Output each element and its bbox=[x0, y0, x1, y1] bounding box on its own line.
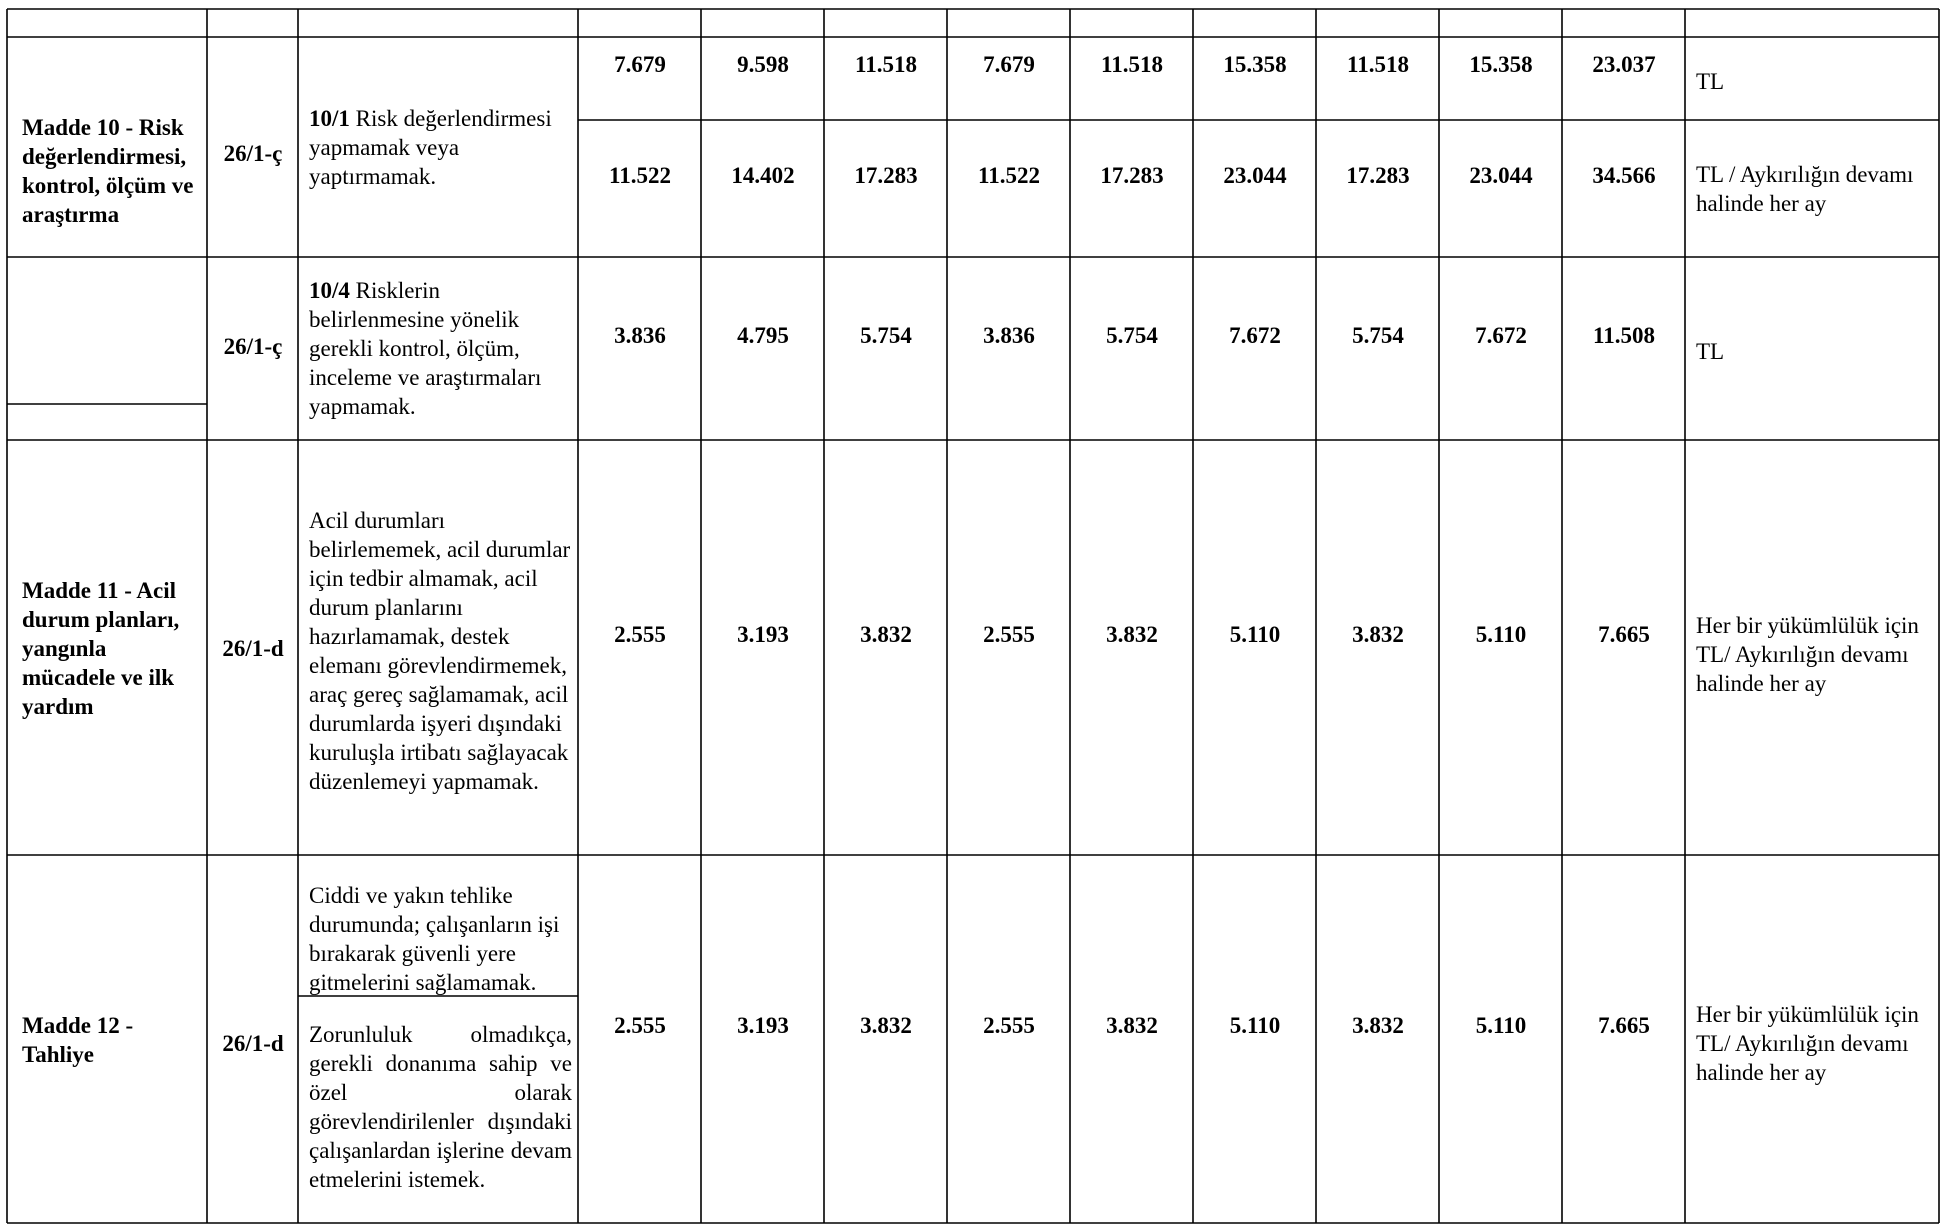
value: 15.358 bbox=[1223, 52, 1287, 77]
value-cell bbox=[579, 50, 701, 79]
madde-cell bbox=[8, 258, 207, 404]
value-cell bbox=[1317, 161, 1439, 190]
value-cell bbox=[825, 50, 947, 79]
value: 5.110 bbox=[1475, 1013, 1527, 1038]
value: 15.358 bbox=[1469, 52, 1533, 77]
value: 3.836 bbox=[614, 323, 666, 348]
value-cell bbox=[702, 321, 824, 350]
value-cell bbox=[1071, 620, 1193, 649]
unit-text: Her bir yükümlülük için TL/ Aykırılığın devamı halinde her ay bbox=[1696, 1002, 1919, 1085]
unit-text: Her bir yükümlülük için TL/ Aykırılığın devamı halinde her ay bbox=[1696, 612, 1919, 696]
value-cell bbox=[948, 321, 1070, 350]
value-cell bbox=[1194, 620, 1316, 649]
value-cell bbox=[825, 161, 947, 190]
value-cell bbox=[948, 50, 1070, 79]
value: 11.522 bbox=[978, 163, 1040, 188]
value-cell bbox=[1071, 1011, 1193, 1040]
value: 3.832 bbox=[1106, 1013, 1158, 1038]
value-cell bbox=[825, 321, 947, 350]
value-cell bbox=[702, 50, 824, 79]
value: 2.555 bbox=[614, 622, 666, 647]
value-cell bbox=[1440, 161, 1562, 190]
value: 7.665 bbox=[1598, 1013, 1650, 1038]
kod-cell bbox=[208, 258, 298, 440]
value-cell bbox=[1317, 1011, 1439, 1040]
value: 17.283 bbox=[1346, 163, 1410, 188]
value: 3.832 bbox=[860, 1013, 912, 1038]
value: 7.679 bbox=[614, 52, 666, 77]
value-cell bbox=[1317, 620, 1439, 649]
value-cell bbox=[702, 1011, 824, 1040]
value: 3.832 bbox=[860, 622, 912, 647]
kod-label: 26/1-d bbox=[222, 635, 284, 661]
value-cell bbox=[1194, 161, 1316, 190]
value-cell bbox=[1071, 321, 1193, 350]
description-text bbox=[309, 104, 572, 191]
unit-cell bbox=[1686, 337, 1939, 366]
value-cell bbox=[825, 620, 947, 649]
kod-label: 26/1-ç bbox=[223, 333, 283, 359]
value-cell bbox=[1563, 321, 1685, 350]
value-cell bbox=[1194, 1011, 1316, 1040]
value-cell bbox=[825, 1011, 947, 1040]
value: 5.754 bbox=[1352, 323, 1404, 348]
kod-cell bbox=[208, 441, 298, 855]
value-cell bbox=[1194, 321, 1316, 350]
madde-cell bbox=[8, 38, 207, 257]
value: 3.193 bbox=[737, 1013, 789, 1038]
value-cell bbox=[948, 161, 1070, 190]
value-cell bbox=[1440, 50, 1562, 79]
value: 23.037 bbox=[1592, 52, 1656, 77]
value-cell bbox=[1317, 321, 1439, 350]
description-text bbox=[309, 278, 541, 419]
value: 5.754 bbox=[860, 323, 912, 348]
value-cell bbox=[579, 1011, 701, 1040]
value-cell bbox=[579, 620, 701, 649]
value-cell bbox=[702, 620, 824, 649]
description-cell bbox=[299, 881, 578, 997]
value: 7.679 bbox=[983, 52, 1035, 77]
kod-cell bbox=[208, 38, 298, 257]
value-cell bbox=[1317, 50, 1439, 79]
value: 17.283 bbox=[854, 163, 918, 188]
value: 34.566 bbox=[1592, 163, 1656, 188]
value: 5.110 bbox=[1229, 622, 1281, 647]
value: 11.508 bbox=[1593, 323, 1655, 348]
description-text: Zorunluluk olmadıkça, gerekli donanıma sahip ve özel olarak görevlendirilenler dışındaki çalışanlardan işlerine devam etmelerini istemek. bbox=[309, 1022, 572, 1192]
value: 14.402 bbox=[731, 163, 795, 188]
description-text: Ciddi ve yakın tehlike durumunda; çalışanların işi bırakarak güvenli yere gitmelerini sağlamamak. bbox=[309, 883, 560, 995]
madde-label: Madde 12 - Tahliye bbox=[22, 1012, 134, 1067]
kod-cell bbox=[208, 856, 298, 1223]
value-cell bbox=[1194, 50, 1316, 79]
madde-cell bbox=[8, 856, 207, 1223]
value: 23.044 bbox=[1469, 163, 1533, 188]
unit-cell bbox=[1686, 856, 1939, 1223]
value: 5.754 bbox=[1106, 323, 1158, 348]
value-cell bbox=[1563, 620, 1685, 649]
madde-label: Madde 10 - Risk değerlendirmesi, kontrol, ölçüm ve araştırma bbox=[22, 114, 194, 227]
value: 2.555 bbox=[983, 1013, 1035, 1038]
value-cell bbox=[579, 161, 701, 190]
value: 9.598 bbox=[737, 52, 789, 77]
value: 2.555 bbox=[983, 622, 1035, 647]
description-body: Risk değerlendirmesi yapmamak veya yaptırmamak. bbox=[309, 106, 552, 189]
value: 7.672 bbox=[1229, 323, 1281, 348]
value: 5.110 bbox=[1475, 622, 1527, 647]
value-cell bbox=[1440, 620, 1562, 649]
value-cell bbox=[1071, 161, 1193, 190]
unit-text: TL bbox=[1696, 339, 1725, 364]
value-cell bbox=[1071, 50, 1193, 79]
description-ref: 10/4 bbox=[309, 278, 350, 303]
madde-label: Madde 11 - Acil durum planları, yangınla mücadele ve ilk yardım bbox=[22, 577, 180, 719]
unit-text: TL / Aykırılığın devamı halinde her ay bbox=[1696, 162, 1914, 216]
unit-text: TL bbox=[1696, 68, 1725, 94]
description-body: Risklerin belirlenmesine yönelik gerekli kontrol, ölçüm, inceleme ve araştırmaları yapmamak. bbox=[309, 278, 542, 419]
value: 11.518 bbox=[1347, 52, 1409, 77]
value: 5.110 bbox=[1229, 1013, 1281, 1038]
value: 23.044 bbox=[1223, 163, 1287, 188]
value-cell bbox=[1440, 1011, 1562, 1040]
value: 3.832 bbox=[1106, 622, 1158, 647]
description-cell bbox=[299, 441, 578, 855]
kod-label: 26/1-ç bbox=[223, 141, 283, 166]
value-cell bbox=[1440, 321, 1562, 350]
unit-cell bbox=[1686, 121, 1939, 257]
value-cell bbox=[1563, 161, 1685, 190]
value: 3.832 bbox=[1352, 622, 1404, 647]
value: 11.518 bbox=[855, 52, 917, 77]
value: 17.283 bbox=[1100, 163, 1164, 188]
kod-label: 26/1-d bbox=[222, 1031, 284, 1056]
value: 3.193 bbox=[737, 622, 789, 647]
description-text: Acil durumları belirlememek, acil durumlar için tedbir almamak, acil durum planlarını hazırlamamak, destek elemanı görevlendirmemek, araç gereç sağlamamak, acil durumlarda işyeri dışındaki kuruluşla irtibatı sağlayacak düzenlemeyi yapmamak. bbox=[309, 508, 571, 794]
description-ref: 10/1 bbox=[309, 106, 350, 131]
value-cell bbox=[579, 321, 701, 350]
value-cell bbox=[948, 1011, 1070, 1040]
value: 3.832 bbox=[1352, 1013, 1404, 1038]
value: 4.795 bbox=[737, 323, 789, 348]
value-cell bbox=[1563, 1011, 1685, 1040]
unit-cell bbox=[1686, 441, 1939, 855]
description-cell bbox=[299, 1020, 578, 1194]
value: 7.672 bbox=[1475, 323, 1527, 348]
value: 11.518 bbox=[1101, 52, 1163, 77]
value: 2.555 bbox=[614, 1013, 666, 1038]
madde-cell bbox=[8, 441, 207, 855]
value: 11.522 bbox=[609, 163, 671, 188]
description-cell bbox=[299, 276, 578, 421]
value: 3.836 bbox=[983, 323, 1035, 348]
unit-cell bbox=[1686, 38, 1939, 120]
value-cell bbox=[1563, 50, 1685, 79]
description-cell bbox=[299, 38, 578, 257]
value: 7.665 bbox=[1598, 622, 1650, 647]
value-cell bbox=[702, 161, 824, 190]
value-cell bbox=[948, 620, 1070, 649]
